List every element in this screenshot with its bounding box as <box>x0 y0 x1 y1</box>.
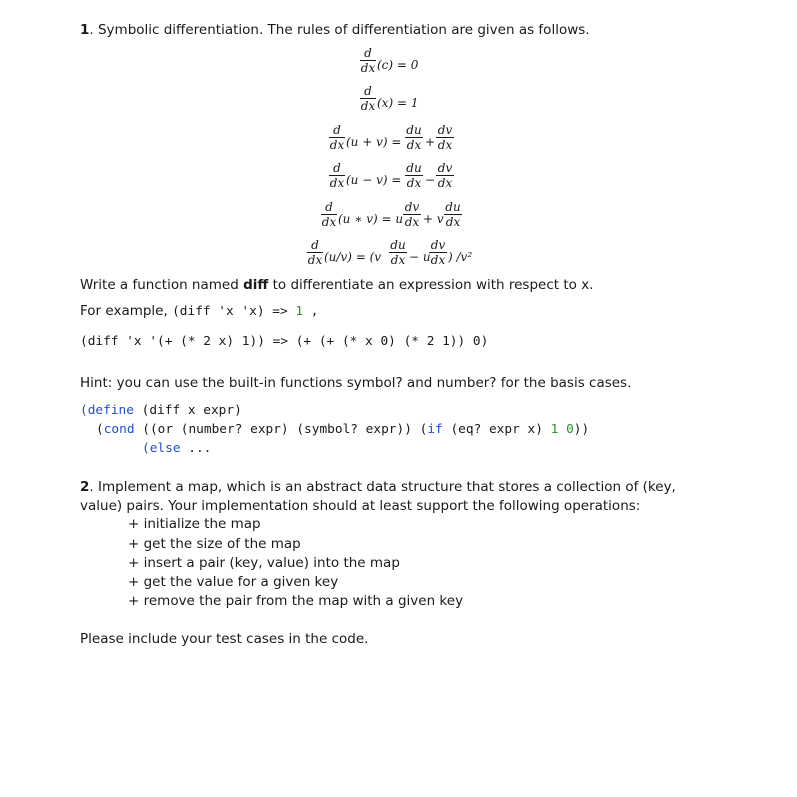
task-post: to differentiate an expression with respect to x. <box>268 277 594 293</box>
code-define-keyword: (define <box>80 403 134 418</box>
code-line1-rest: (diff x expr) <box>133 403 242 418</box>
example-1 <box>80 302 319 321</box>
footer-note: Please include your test cases in the code. <box>80 631 369 647</box>
q2-line-2: value) pairs. Your implementation should at least support the following operations: <box>80 498 641 514</box>
example1-code: (diff 'x 'x) => <box>172 304 296 319</box>
rule3-expr: (u + v) = <box>346 135 402 149</box>
rule6-expr-b: − u <box>409 250 431 264</box>
rule2-fraction <box>360 85 376 112</box>
rule1-fraction <box>360 47 376 74</box>
rule3-plus: + <box>425 135 436 149</box>
code-line-1 <box>80 402 242 420</box>
rule5-expr-a: (u ∗ v) = u <box>338 212 404 226</box>
rule4-dv-frac: dv dx <box>437 161 453 190</box>
rule5-du-frac: du dx <box>445 200 461 229</box>
list-item: + get the size of the map <box>128 536 301 552</box>
hint-text: Hint: you can use the built-in functions symbol? and number? for the basis cases. <box>80 375 632 391</box>
code-number-0: 0 <box>566 422 574 437</box>
rule3-fraction: d dx <box>329 123 345 152</box>
rule2-num: d <box>364 84 372 98</box>
list-item: + initialize the map <box>128 516 261 532</box>
rule4-fraction: d dx <box>329 161 345 190</box>
code-line2-pre: ( <box>96 422 104 437</box>
rule1-den: dx <box>360 61 376 75</box>
rule5-fraction: d dx <box>321 200 337 229</box>
operations-list <box>128 515 463 611</box>
rule5-expr-b: + v <box>423 212 444 226</box>
list-item: + get the value for a given key <box>128 574 339 590</box>
example1-result: 1 <box>295 304 304 319</box>
code-cond-keyword: cond <box>103 422 135 437</box>
q2-line-1 <box>80 478 676 496</box>
task-description <box>80 276 593 294</box>
rule3-dv-frac: dv dx <box>437 123 453 152</box>
code-else-keyword: (else <box>142 441 181 456</box>
rule6-expr-c: ) /v² <box>448 250 473 264</box>
code-line2-mid2: (eq? expr x) <box>442 422 551 437</box>
rule1-expr: (c) = 0 <box>377 58 419 72</box>
task-function-name: diff <box>243 277 269 293</box>
code-line2-end: )) <box>573 422 590 437</box>
code-line-3 <box>142 440 211 458</box>
rule1-num: d <box>364 46 372 60</box>
list-item: + insert a pair (key, value) into the map <box>128 555 400 571</box>
rule4-minus: − <box>425 173 436 187</box>
rule4-expr: (u − v) = <box>346 173 402 187</box>
code-line2-mid: ((or (number? expr) (symbol? expr)) ( <box>134 422 428 437</box>
code-if-keyword: if <box>427 422 443 437</box>
rule4-du-frac: du dx <box>406 161 422 190</box>
example-label: For example, <box>80 303 173 319</box>
rule6-du-frac: du dx <box>390 238 406 267</box>
code-space <box>558 422 566 437</box>
q1-heading <box>80 21 590 39</box>
q2-line1-text: . Implement a map, which is an abstract data structure that stores a collection of (key, <box>89 479 676 495</box>
example-2: (diff 'x '(+ (* 2 x) 1)) => (+ (+ (* x 0) (* 2 1)) 0) <box>80 334 489 349</box>
rule6-fraction: d dx <box>307 238 323 267</box>
code-line3-rest: ... <box>180 441 212 456</box>
rule3-du-frac: du dx <box>406 123 422 152</box>
rule6-dv-frac: dv dx <box>430 238 446 267</box>
code-line-2 <box>96 421 589 439</box>
task-pre: Write a function named <box>80 277 244 293</box>
rule2-expr: (x) = 1 <box>377 96 419 110</box>
rule5-dv-frac: dv dx <box>404 200 420 229</box>
q1-number: 1 <box>80 22 90 38</box>
q1-heading-text: . Symbolic differentiation. The rules of differentiation are given as follows. <box>89 22 590 38</box>
list-item: + remove the pair from the map with a given key <box>128 593 464 609</box>
rule6-expr-a: (u/v) = (v <box>324 250 382 264</box>
q2-number: 2 <box>80 479 90 495</box>
rule2-den: dx <box>360 99 376 113</box>
code-number-1: 1 <box>550 422 559 437</box>
example1-tail: , <box>303 304 319 319</box>
